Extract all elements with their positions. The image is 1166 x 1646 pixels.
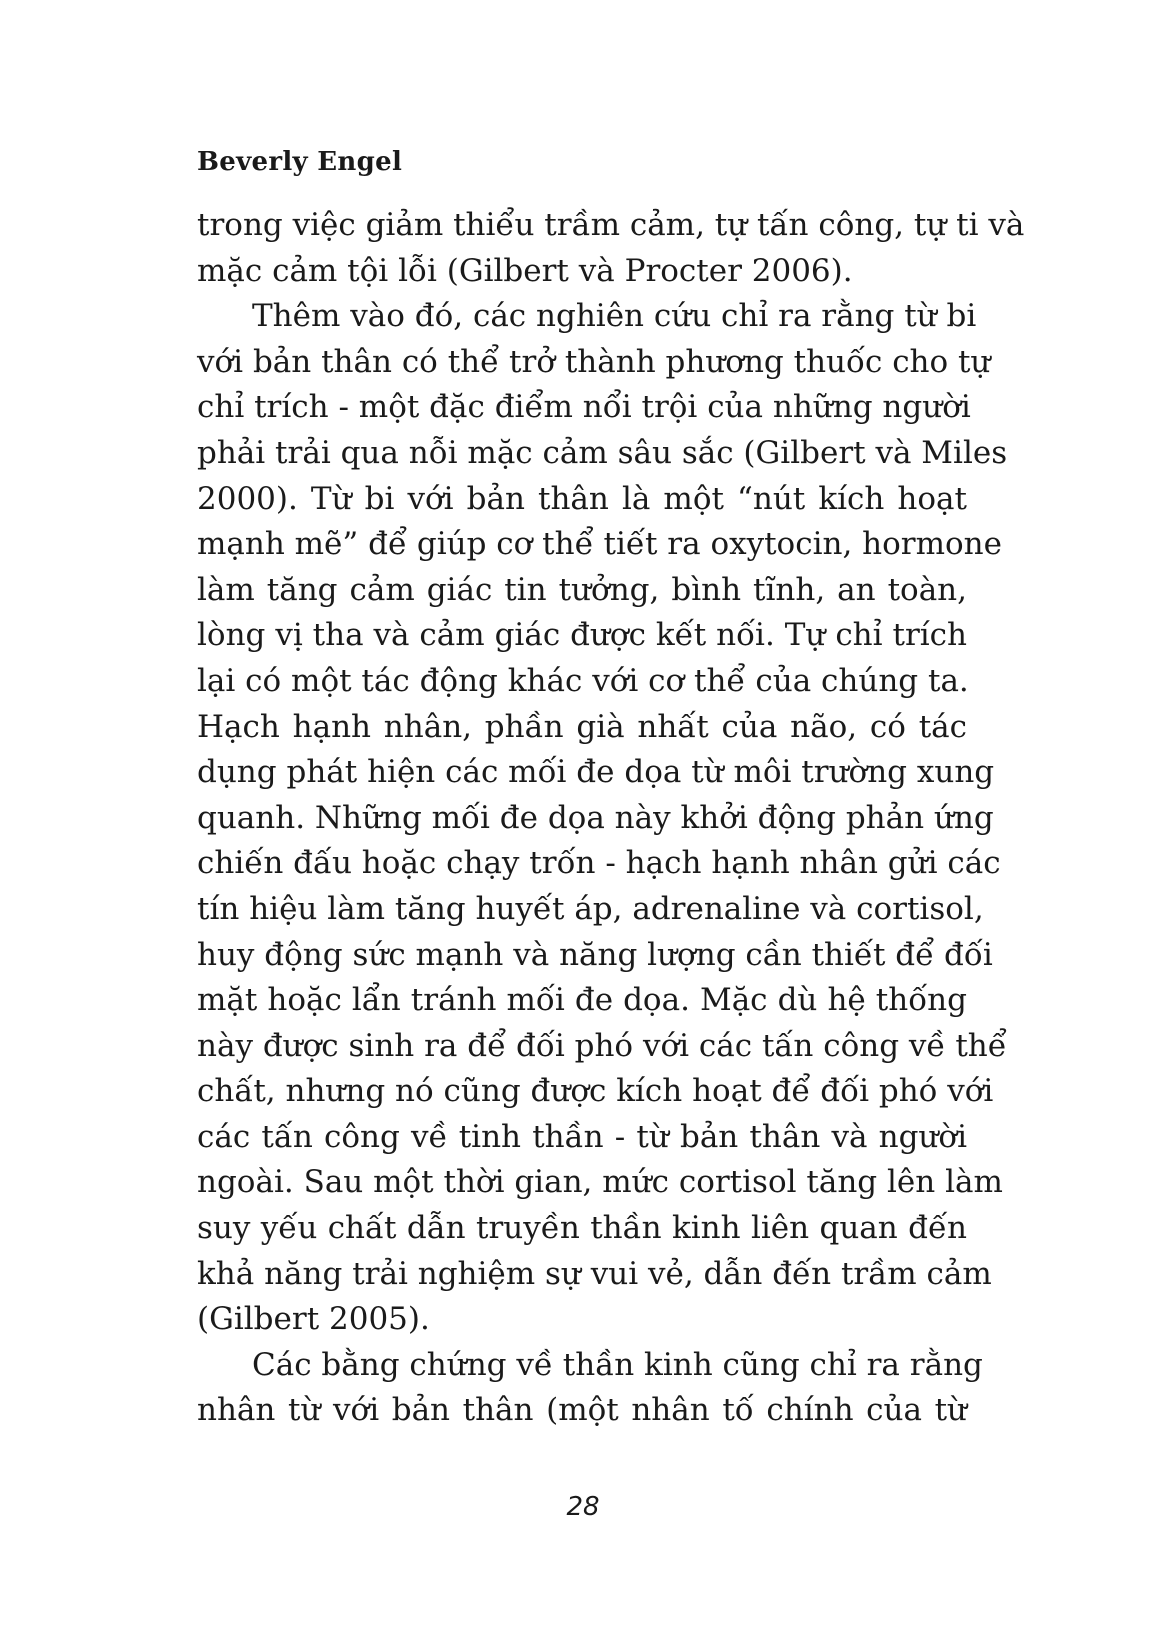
paragraph [197, 203, 1025, 294]
text-line: nhân từ với bản thân (một nhân tố chính của từ [197, 1392, 967, 1429]
text-line: quanh. Những mối đe dọa này khởi động phản ứng [197, 799, 994, 836]
text-line: (Gilbert 2005). [197, 1301, 430, 1338]
text-line: ngoài. Sau một thời gian, mức cortisol tăng lên làm [197, 1164, 1003, 1201]
paragraph [197, 1343, 983, 1434]
text-line: chỉ trích - một đặc điểm nổi trội của những người [197, 389, 971, 426]
text-line: suy yếu chất dẫn truyền thần kinh liên quan đến [197, 1210, 967, 1247]
text-line: mạnh mẽ” để giúp cơ thể tiết ra oxytocin, hormone [197, 526, 1002, 563]
text-line: Hạch hạnh nhân, phần già nhất của não, có tác [197, 708, 967, 745]
text-line: với bản thân có thể trở thành phương thuốc cho tự [197, 343, 991, 380]
text-line: lòng vị tha và cảm giác được kết nối. Tự chỉ trích [197, 617, 967, 654]
text-line: các tấn công về tinh thần - từ bản thân và người [197, 1118, 967, 1155]
text-line: mặt hoặc lẩn tránh mối đe dọa. Mặc dù hệ thống [197, 982, 967, 1019]
text-line: chiến đấu hoặc chạy trốn - hạch hạnh nhân gửi các [197, 845, 1001, 882]
text-line: tín hiệu làm tăng huyết áp, adrenaline và cortisol, [197, 890, 984, 927]
text-line: trong việc giảm thiểu trầm cảm, tự tấn công, tự ti và [197, 207, 1025, 243]
text-line: mặc cảm tội lỗi (Gilbert và Procter 2006). [197, 252, 853, 289]
text-line: phải trải qua nỗi mặc cảm sâu sắc (Gilbert và Miles [197, 434, 1008, 471]
text-line: chất, nhưng nó cũng được kích hoạt để đối phó với [197, 1073, 994, 1110]
running-head: Beverly Engel [197, 147, 403, 177]
paragraph [197, 294, 1008, 1343]
text-line: dụng phát hiện các mối đe dọa từ môi trường xung [197, 754, 995, 791]
text-line: Thêm vào đó, các nghiên cứu chỉ ra rằng từ bi [252, 298, 977, 335]
text-line: lại có một tác động khác với cơ thể của chúng ta. [197, 662, 969, 699]
text-line: 2000). Từ bi với bản thân là một “nút kích hoạt [197, 480, 967, 517]
text-line: Các bằng chứng về thần kinh cũng chỉ ra rằng [252, 1346, 983, 1383]
page-number: 28 [566, 1492, 600, 1522]
body-text [197, 203, 1025, 1434]
text-line: khả năng trải nghiệm sự vui vẻ, dẫn đến trầm cảm [197, 1255, 992, 1292]
text-line: huy động sức mạnh và năng lượng cần thiết để đối [197, 936, 993, 973]
text-line: làm tăng cảm giác tin tưởng, bình tĩnh, an toàn, [197, 571, 967, 608]
text-line: này được sinh ra để đối phó với các tấn công về thể [197, 1027, 1007, 1064]
